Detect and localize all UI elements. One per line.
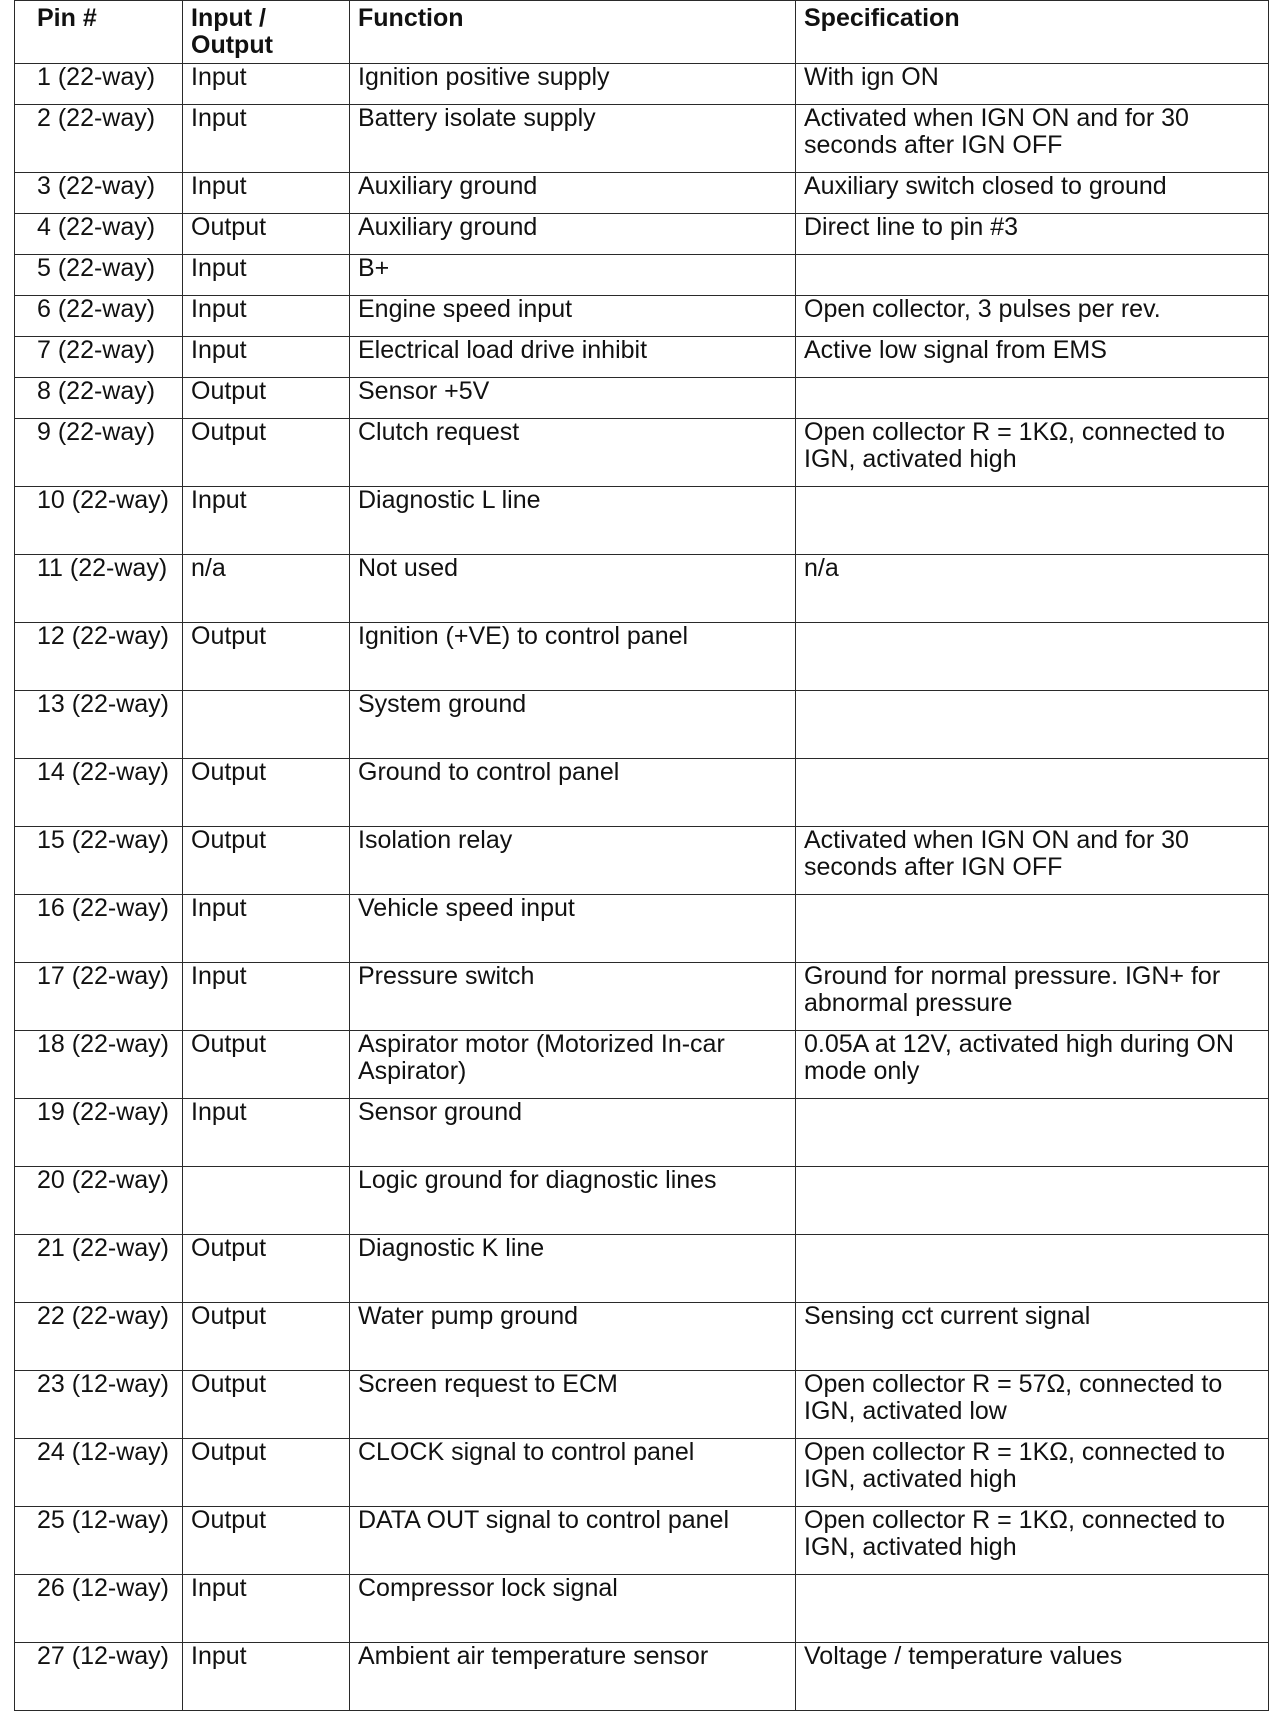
function-cell: Vehicle speed input bbox=[350, 895, 796, 963]
function-cell: Compressor lock signal bbox=[350, 1575, 796, 1643]
specification-cell: Ground for normal pressure. IGN+ for abnormal pressure bbox=[796, 963, 1269, 1031]
pin-cell: 21 (22-way) bbox=[15, 1235, 183, 1303]
pin-cell: 11 (22-way) bbox=[15, 555, 183, 623]
input-output-cell: Input bbox=[183, 1099, 350, 1167]
pin-cell: 20 (22-way) bbox=[15, 1167, 183, 1235]
table-row bbox=[15, 173, 1269, 214]
pin-cell: 1 (22-way) bbox=[15, 64, 183, 105]
table-row bbox=[15, 337, 1269, 378]
specification-cell bbox=[796, 623, 1269, 691]
table-row bbox=[15, 1303, 1269, 1371]
input-output-cell: Input bbox=[183, 337, 350, 378]
pin-cell: 22 (22-way) bbox=[15, 1303, 183, 1371]
input-output-cell: Input bbox=[183, 1643, 350, 1711]
input-output-cell: Input bbox=[183, 963, 350, 1031]
pin-cell: 4 (22-way) bbox=[15, 214, 183, 255]
pin-cell: 2 (22-way) bbox=[15, 105, 183, 173]
table-row bbox=[15, 759, 1269, 827]
table-row bbox=[15, 378, 1269, 419]
specification-cell bbox=[796, 255, 1269, 296]
function-cell: Water pump ground bbox=[350, 1303, 796, 1371]
table-row bbox=[15, 214, 1269, 255]
specification-cell: Sensing cct current signal bbox=[796, 1303, 1269, 1371]
table-row bbox=[15, 963, 1269, 1031]
input-output-cell: Input bbox=[183, 487, 350, 555]
input-output-cell: Output bbox=[183, 419, 350, 487]
input-output-cell: Output bbox=[183, 214, 350, 255]
input-output-cell: Output bbox=[183, 1235, 350, 1303]
specification-cell: 0.05A at 12V, activated high during ON mode only bbox=[796, 1031, 1269, 1099]
function-cell: Diagnostic L line bbox=[350, 487, 796, 555]
function-cell: Clutch request bbox=[350, 419, 796, 487]
function-cell: Ignition positive supply bbox=[350, 64, 796, 105]
pin-cell: 24 (12-way) bbox=[15, 1439, 183, 1507]
table-row bbox=[15, 1439, 1269, 1507]
input-output-cell: Input bbox=[183, 255, 350, 296]
table-row bbox=[15, 1167, 1269, 1235]
input-output-cell: n/a bbox=[183, 555, 350, 623]
table-row bbox=[15, 1643, 1269, 1711]
function-cell: DATA OUT signal to control panel bbox=[350, 1507, 796, 1575]
pin-cell: 15 (22-way) bbox=[15, 827, 183, 895]
pin-cell: 8 (22-way) bbox=[15, 378, 183, 419]
pin-cell: 12 (22-way) bbox=[15, 623, 183, 691]
function-cell: Ambient air temperature sensor bbox=[350, 1643, 796, 1711]
input-output-cell: Input bbox=[183, 296, 350, 337]
function-cell: Sensor ground bbox=[350, 1099, 796, 1167]
specification-cell bbox=[796, 895, 1269, 963]
table-row bbox=[15, 1031, 1269, 1099]
specification-cell bbox=[796, 1099, 1269, 1167]
table-row bbox=[15, 555, 1269, 623]
specification-cell bbox=[796, 1167, 1269, 1235]
specification-cell: Voltage / temperature values bbox=[796, 1643, 1269, 1711]
input-output-cell bbox=[183, 1167, 350, 1235]
specification-cell: Open collector R = 57Ω, connected to IGN, activated low bbox=[796, 1371, 1269, 1439]
specification-cell: Open collector R = 1KΩ, connected to IGN, activated high bbox=[796, 419, 1269, 487]
function-cell: Electrical load drive inhibit bbox=[350, 337, 796, 378]
pin-cell: 13 (22-way) bbox=[15, 691, 183, 759]
table-row bbox=[15, 827, 1269, 895]
specification-cell bbox=[796, 691, 1269, 759]
specification-cell: Direct line to pin #3 bbox=[796, 214, 1269, 255]
function-cell: Logic ground for diagnostic lines bbox=[350, 1167, 796, 1235]
pin-cell: 10 (22-way) bbox=[15, 487, 183, 555]
table-row bbox=[15, 623, 1269, 691]
table-row bbox=[15, 105, 1269, 173]
function-cell: Auxiliary ground bbox=[350, 173, 796, 214]
function-cell: System ground bbox=[350, 691, 796, 759]
table-row bbox=[15, 1371, 1269, 1439]
header-pin: Pin # bbox=[15, 1, 183, 64]
specification-cell: Active low signal from EMS bbox=[796, 337, 1269, 378]
specification-cell: Open collector R = 1KΩ, connected to IGN, activated high bbox=[796, 1439, 1269, 1507]
specification-cell: Open collector R = 1KΩ, connected to IGN, activated high bbox=[796, 1507, 1269, 1575]
pin-cell: 18 (22-way) bbox=[15, 1031, 183, 1099]
input-output-cell: Output bbox=[183, 759, 350, 827]
pin-cell: 7 (22-way) bbox=[15, 337, 183, 378]
function-cell: CLOCK signal to control panel bbox=[350, 1439, 796, 1507]
table-row bbox=[15, 1099, 1269, 1167]
specification-cell: Activated when IGN ON and for 30 seconds after IGN OFF bbox=[796, 827, 1269, 895]
table-row bbox=[15, 64, 1269, 105]
table-row bbox=[15, 1235, 1269, 1303]
table-row bbox=[15, 487, 1269, 555]
specification-cell: Activated when IGN ON and for 30 seconds after IGN OFF bbox=[796, 105, 1269, 173]
function-cell: B+ bbox=[350, 255, 796, 296]
pin-cell: 5 (22-way) bbox=[15, 255, 183, 296]
function-cell: Isolation relay bbox=[350, 827, 796, 895]
specification-cell: With ign ON bbox=[796, 64, 1269, 105]
table-row bbox=[15, 691, 1269, 759]
function-cell: Auxiliary ground bbox=[350, 214, 796, 255]
function-cell: Pressure switch bbox=[350, 963, 796, 1031]
input-output-cell: Output bbox=[183, 1371, 350, 1439]
specification-cell bbox=[796, 487, 1269, 555]
input-output-cell: Output bbox=[183, 378, 350, 419]
pin-table-document bbox=[14, 0, 1268, 1711]
pin-cell: 14 (22-way) bbox=[15, 759, 183, 827]
header-row bbox=[15, 1, 1269, 64]
specification-cell: n/a bbox=[796, 555, 1269, 623]
function-cell: Battery isolate supply bbox=[350, 105, 796, 173]
input-output-cell: Input bbox=[183, 105, 350, 173]
pin-cell: 9 (22-way) bbox=[15, 419, 183, 487]
input-output-cell: Output bbox=[183, 1507, 350, 1575]
specification-cell bbox=[796, 378, 1269, 419]
table-row bbox=[15, 895, 1269, 963]
input-output-cell bbox=[183, 691, 350, 759]
header-specification: Specification bbox=[796, 1, 1269, 64]
input-output-cell: Input bbox=[183, 173, 350, 214]
function-cell: Diagnostic K line bbox=[350, 1235, 796, 1303]
pin-cell: 6 (22-way) bbox=[15, 296, 183, 337]
table-row bbox=[15, 1507, 1269, 1575]
pin-cell: 3 (22-way) bbox=[15, 173, 183, 214]
header-function: Function bbox=[350, 1, 796, 64]
input-output-cell: Output bbox=[183, 1303, 350, 1371]
table-row bbox=[15, 255, 1269, 296]
pin-cell: 16 (22-way) bbox=[15, 895, 183, 963]
input-output-cell: Output bbox=[183, 827, 350, 895]
pin-cell: 19 (22-way) bbox=[15, 1099, 183, 1167]
function-cell: Engine speed input bbox=[350, 296, 796, 337]
table-row bbox=[15, 1575, 1269, 1643]
function-cell: Screen request to ECM bbox=[350, 1371, 796, 1439]
pin-cell: 26 (12-way) bbox=[15, 1575, 183, 1643]
specification-cell: Auxiliary switch closed to ground bbox=[796, 173, 1269, 214]
specification-cell: Open collector, 3 pulses per rev. bbox=[796, 296, 1269, 337]
specification-cell bbox=[796, 1235, 1269, 1303]
table-row bbox=[15, 296, 1269, 337]
header-input-output: Input / Output bbox=[183, 1, 350, 64]
input-output-cell: Output bbox=[183, 1031, 350, 1099]
pin-function-table bbox=[14, 0, 1269, 1711]
input-output-cell: Output bbox=[183, 1439, 350, 1507]
specification-cell bbox=[796, 759, 1269, 827]
input-output-cell: Input bbox=[183, 64, 350, 105]
input-output-cell: Output bbox=[183, 623, 350, 691]
input-output-cell: Input bbox=[183, 1575, 350, 1643]
function-cell: Sensor +5V bbox=[350, 378, 796, 419]
function-cell: Ground to control panel bbox=[350, 759, 796, 827]
table-row bbox=[15, 419, 1269, 487]
pin-cell: 25 (12-way) bbox=[15, 1507, 183, 1575]
pin-cell: 17 (22-way) bbox=[15, 963, 183, 1031]
function-cell: Ignition (+VE) to control panel bbox=[350, 623, 796, 691]
pin-cell: 23 (12-way) bbox=[15, 1371, 183, 1439]
input-output-cell: Input bbox=[183, 895, 350, 963]
pin-cell: 27 (12-way) bbox=[15, 1643, 183, 1711]
function-cell: Not used bbox=[350, 555, 796, 623]
function-cell: Aspirator motor (Motorized In-car Aspirator) bbox=[350, 1031, 796, 1099]
specification-cell bbox=[796, 1575, 1269, 1643]
